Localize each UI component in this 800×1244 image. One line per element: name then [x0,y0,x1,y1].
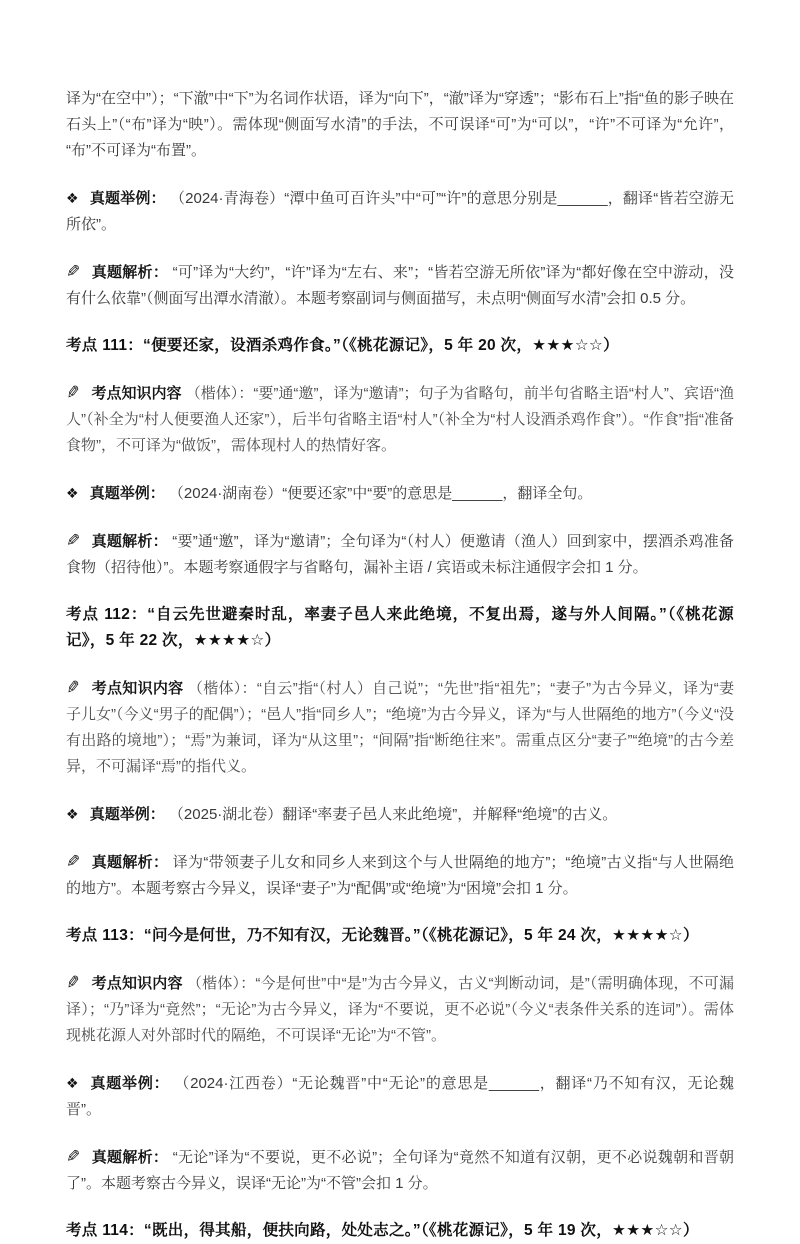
knowledge-block-112 [66,675,734,780]
diamond-bullet-icon: ❖ [66,1075,79,1091]
analysis-text: “可”译为“大约”，“许”译为“左右、来”；“皆若空游无所依”译为“都好像在空中游动，没有什么依靠”（侧面写出潭水清澈）。本题考察副词与侧面描写，未点明“侧面写水清”会扣 0.5 分。 [66,264,734,307]
pen-icon: ✎ [64,382,82,403]
diamond-bullet-icon: ❖ [66,485,79,501]
example-text: （2025·湖北卷）翻译“率妻子邑人来此绝境”，并解释“绝境”的古义。 [168,806,618,823]
intro-text: 译为“在空中”）；“下澈”中“下”为名词作状语，译为“向下”，“澈”译为“穿透”；“影布石上”指“鱼的影子映在石头上”（“布”译为“映”）。需体现“侧面写水清”的手法，不可误译“可”为“可以”，“许”不可译为“允许”，“布”不可译为“布置”。 [66,90,734,159]
example-block-1 [66,185,734,238]
knowledge-label: 考点知识内容 [91,385,182,402]
intro-paragraph [66,86,734,164]
kaodian-heading-text: 考点 113：“问今是何世，乃不知有汉，无论魏晋。”（《桃花源记》，5 年 24 次，★★★★☆） [66,927,699,944]
pen-icon: ✎ [64,677,82,698]
example-label: 真题举例： [89,806,165,823]
pen-icon: ✎ [64,972,82,993]
example-text: （2024·湖南卷）“便要还家”中“要”的意思是______，翻译全句。 [168,485,593,502]
knowledge-text: （楷体）：“今是何世”中“是”为古今异义，古义“判断动词，是”（需明确体现，不可漏译）；“乃”译为“竟然”；“无论”为古今异义，译为“不要说，更不必说”（今义“表条件关系的连词”）。需体现桃花源人对外部时代的隔绝，不可误译“无论”为“不管”。 [66,975,734,1044]
analysis-block-1 [66,259,734,312]
analysis-text: “无论”译为“不要说，更不必说”；全句译为“竟然不知道有汉朝，更不必说魏朝和晋朝了”。本题考察古今异义，误译“无论”为“不管”会扣 1 分。 [66,1149,734,1192]
example-text: （2024·青海卷）“潭中鱼可百许头”中“可”“许”的意思分别是______，翻译“皆若空游无所依”。 [66,190,734,233]
kaodian-heading-text: 考点 111：“便要还家，设酒杀鸡作食。”（《桃花源记》，5 年 20 次，★★★☆☆） [66,337,619,354]
analysis-label: 真题解析： [91,854,169,871]
analysis-label: 真题解析： [91,1149,169,1166]
knowledge-label: 考点知识内容 [91,680,184,697]
diamond-bullet-icon: ❖ [66,806,79,822]
pencil-icon: ✎ [66,852,81,871]
kaodian-heading-text: 考点 114：“既出，得其船，便扶向路，处处志之。”（《桃花源记》，5 年 19 次，★★★☆☆） [66,1222,699,1239]
example-block-4 [66,1070,734,1123]
kaodian-heading-text: 考点 112：“自云先世避秦时乱，率妻子邑人来此绝境，不复出焉，遂与外人间隔。”（《桃花源记》，5 年 22 次，★★★★☆） [66,606,734,649]
kaodian-heading-114 [66,1218,734,1244]
pencil-icon: ✎ [66,1147,81,1166]
knowledge-label: 考点知识内容 [91,975,183,992]
diamond-bullet-icon: ❖ [66,190,79,206]
analysis-block-3 [66,849,734,902]
example-label: 真题举例： [89,190,166,207]
analysis-text: 译为“带领妻子儿女和同乡人来到这个与人世隔绝的地方”；“绝境”古义指“与人世隔绝的地方”。本题考察古今异义，误译“妻子”为“配偶”或“绝境”为“困境”会扣 1 分。 [66,854,735,897]
knowledge-block-113 [66,970,734,1049]
pencil-icon: ✎ [66,262,81,281]
analysis-block-2 [66,528,734,581]
knowledge-block-111 [66,380,734,459]
example-label: 真题举例： [90,1075,170,1092]
analysis-text: “要”通“邀”，译为“邀请”；全句译为“（村人）便邀请（渔人）回到家中，摆酒杀鸡准备食物（招待他）”。本题考察通假字与省略句，漏补主语 / 宾语或未标注通假字会扣 1 分。 [66,533,734,576]
analysis-label: 真题解析： [91,264,169,281]
example-text: （2024·江西卷）“无论魏晋”中“无论”的意思是______，翻译“乃不知有汉，无论魏晋”。 [66,1075,735,1118]
analysis-label: 真题解析： [91,533,168,550]
example-label: 真题举例： [89,485,165,502]
pencil-icon: ✎ [66,531,81,550]
knowledge-text: （楷体）：“要”通“邀”，译为“邀请”；句子为省略句，前半句省略主语“村人”、宾语“渔人”（补全为“村人便要渔人还家”），后半句省略主语“村人”（补全为“村人设酒杀鸡作食”）。“作食”指“准备食物”，不可译为“做饭”，需体现村人的热情好客。 [66,385,734,454]
knowledge-text: （楷体）：“自云”指“（村人）自己说”；“先世”指“祖先”；“妻子”为古今异义，译为“妻子儿女”（今义“男子的配偶”）；“邑人”指“同乡人”；“绝境”为古今异义，译为“与人世隔绝的地方”（今义“没有出路的境地”）；“焉”为兼词，译为“从这里”；“间隔”指“断绝往来”。需重点区分“妻子”“绝境”的古今差异，不可漏译“焉”的指代义。 [66,680,735,775]
kaodian-heading-111 [66,333,734,359]
analysis-block-4 [66,1144,734,1197]
example-block-2 [66,480,734,507]
kaodian-heading-113 [66,923,734,949]
example-block-3 [66,801,734,828]
kaodian-heading-112 [66,602,734,654]
